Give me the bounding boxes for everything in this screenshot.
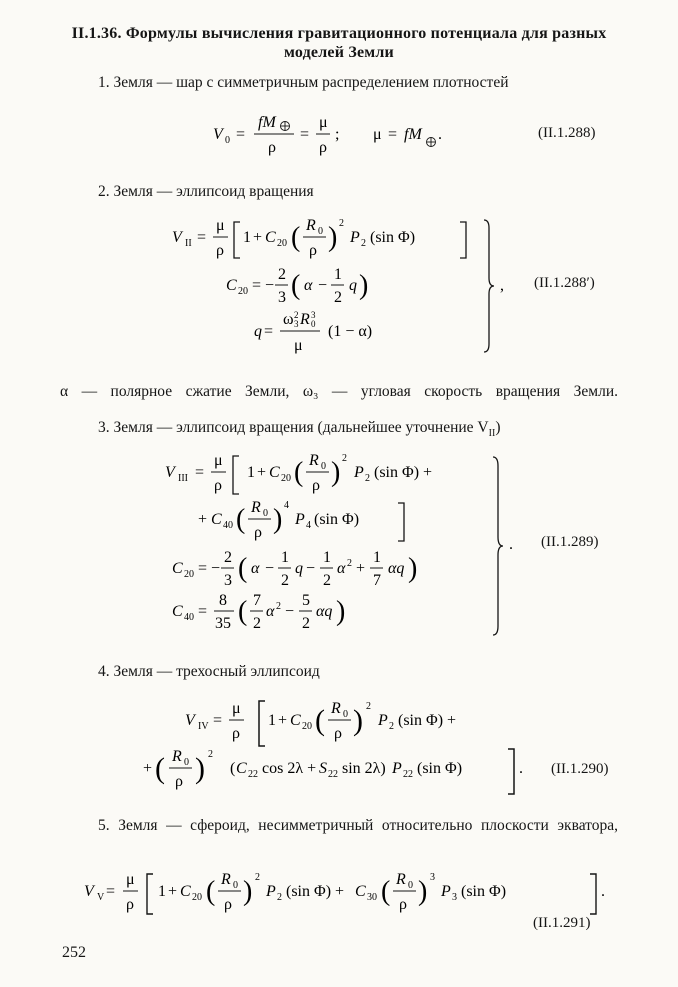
svg-text:): ) — [336, 596, 346, 627]
svg-text:C: C — [226, 277, 237, 294]
svg-text:2: 2 — [294, 310, 299, 320]
svg-text:fM: fM — [404, 126, 422, 143]
eq-number-288-prime: (II.1.288′) — [534, 275, 595, 291]
svg-text:= −: = − — [198, 560, 221, 577]
svg-text:2: 2 — [276, 601, 281, 612]
svg-text:R: R — [396, 871, 406, 888]
svg-text:0: 0 — [321, 461, 326, 472]
svg-text:0: 0 — [343, 709, 348, 720]
svg-text:3: 3 — [294, 319, 299, 329]
svg-text:R: R — [306, 217, 316, 234]
svg-text:V: V — [165, 464, 175, 481]
svg-text:P: P — [295, 511, 305, 528]
svg-text:): ) — [418, 876, 428, 907]
svg-text:20: 20 — [184, 569, 194, 580]
svg-text:40: 40 — [184, 612, 194, 623]
svg-text:+: + — [257, 464, 267, 481]
item-4-label: 4. Земля — трехосный эллипсоид — [98, 663, 320, 680]
svg-text:): ) — [273, 504, 283, 535]
svg-text:2: 2 — [253, 615, 261, 632]
svg-text:2: 2 — [255, 872, 260, 883]
svg-text:(: ( — [230, 760, 236, 777]
svg-text:(: ( — [315, 704, 325, 737]
svg-text:+: + — [143, 760, 153, 777]
alpha-note: α — полярное сжатие Земли, ω₃ — угловая скорость вращения Земли. — [60, 383, 618, 400]
svg-text:2: 2 — [323, 572, 331, 589]
svg-text:2: 2 — [339, 218, 344, 229]
formula-288-prime — [172, 217, 504, 354]
svg-text:ρ: ρ — [319, 139, 327, 156]
svg-text:C: C — [172, 603, 183, 620]
svg-text:3: 3 — [278, 289, 286, 306]
svg-text:7: 7 — [253, 592, 261, 609]
svg-text:P: P — [354, 464, 364, 481]
svg-text:fM: fM — [258, 114, 276, 131]
svg-text:=: = — [236, 126, 246, 143]
svg-text:(sin Φ): (sin Φ) — [461, 883, 507, 900]
svg-text:40: 40 — [223, 520, 233, 531]
svg-text:μ: μ — [319, 114, 328, 131]
svg-text:2: 2 — [366, 701, 371, 712]
svg-text:C: C — [172, 560, 183, 577]
eq-number-288: (II.1.288) — [538, 125, 596, 141]
svg-text:): ) — [195, 752, 205, 785]
svg-text:+: + — [356, 560, 366, 577]
svg-text:0: 0 — [263, 508, 268, 519]
svg-text:ρ: ρ — [399, 896, 407, 913]
svg-text:ρ: ρ — [175, 773, 183, 790]
svg-text:R: R — [172, 748, 182, 765]
svg-text:=: = — [106, 883, 116, 900]
svg-text:0: 0 — [225, 135, 230, 146]
formula-289 — [165, 452, 513, 635]
svg-text:20: 20 — [281, 473, 291, 484]
svg-text:): ) — [328, 222, 338, 253]
svg-text:22: 22 — [248, 769, 258, 780]
section-title: II.1.36. Формулы вычисления гравитационного потенциала для разных моделей Земли — [71, 25, 607, 61]
eq-number-290: (II.1.290) — [551, 761, 609, 777]
svg-text:35: 35 — [215, 615, 231, 632]
svg-text:1: 1 — [281, 549, 289, 566]
svg-text:P: P — [378, 712, 388, 729]
svg-text:1: 1 — [243, 229, 251, 246]
svg-text:μ: μ — [373, 126, 382, 143]
svg-text:5: 5 — [302, 592, 310, 609]
svg-text:1: 1 — [323, 549, 331, 566]
svg-text:30: 30 — [367, 892, 377, 903]
svg-text:(: ( — [206, 876, 216, 907]
svg-text:(: ( — [155, 752, 165, 785]
svg-text:sin 2λ): sin 2λ) — [342, 760, 386, 777]
svg-text:(1 − α): (1 − α) — [328, 323, 373, 340]
svg-text:2: 2 — [281, 572, 289, 589]
svg-text:(: ( — [291, 222, 301, 253]
svg-text:22: 22 — [328, 769, 338, 780]
svg-text:(: ( — [291, 270, 301, 301]
svg-text:): ) — [353, 704, 363, 737]
svg-text:2: 2 — [347, 558, 352, 569]
svg-text:P: P — [392, 760, 402, 777]
svg-text:20: 20 — [277, 238, 287, 249]
svg-text:C: C — [269, 464, 280, 481]
svg-text:8: 8 — [219, 592, 227, 609]
svg-text:20: 20 — [302, 721, 312, 732]
svg-text:α: α — [251, 560, 260, 577]
svg-text:α: α — [304, 277, 313, 294]
svg-text:.: . — [601, 883, 605, 900]
svg-text:−: − — [306, 560, 316, 577]
svg-text:C: C — [355, 883, 366, 900]
svg-text:1: 1 — [373, 549, 381, 566]
svg-text:(: ( — [238, 553, 248, 584]
svg-text:ρ: ρ — [126, 896, 134, 913]
svg-text:C: C — [236, 760, 247, 777]
item-3-end: ) — [495, 419, 501, 436]
svg-text:=: = — [264, 323, 274, 340]
svg-text:R: R — [221, 871, 231, 888]
svg-text:R: R — [300, 311, 310, 328]
svg-text:4: 4 — [284, 500, 289, 511]
svg-text:V: V — [84, 883, 94, 900]
svg-text:): ) — [359, 270, 369, 301]
svg-text:R: R — [331, 700, 341, 717]
svg-text:μ: μ — [214, 452, 223, 469]
svg-text:C: C — [290, 712, 301, 729]
svg-text:0: 0 — [408, 880, 413, 891]
svg-text:(sin Φ) +: (sin Φ) + — [286, 883, 345, 900]
svg-text:1: 1 — [158, 883, 166, 900]
svg-text:ρ: ρ — [214, 477, 222, 494]
svg-text:R: R — [309, 452, 319, 469]
svg-text:ρ: ρ — [334, 725, 342, 742]
svg-text:(: ( — [238, 596, 248, 627]
svg-text:2: 2 — [302, 615, 310, 632]
svg-text:3: 3 — [311, 310, 316, 320]
svg-text:= −: = − — [252, 277, 275, 294]
svg-text:P: P — [266, 883, 276, 900]
svg-text:(: ( — [294, 457, 304, 488]
svg-text:(: ( — [236, 504, 246, 535]
svg-text:(sin Φ) +: (sin Φ) + — [398, 712, 457, 729]
svg-text:α: α — [266, 603, 275, 620]
item-1-label: 1. Земля — шар с симметричным распределением плотностей — [98, 74, 509, 91]
svg-text:ρ: ρ — [309, 242, 317, 259]
svg-text:C: C — [265, 229, 276, 246]
page-number: 252 — [62, 944, 86, 961]
svg-text:V: V — [185, 712, 195, 729]
item-2-label: 2. Земля — эллипсоид вращения — [98, 183, 314, 200]
item-3-sub: II — [488, 428, 496, 440]
svg-text:R: R — [251, 499, 261, 516]
svg-text:1: 1 — [334, 266, 342, 283]
svg-text:2: 2 — [365, 473, 370, 484]
svg-text:ω: ω — [283, 311, 294, 328]
eq-number-289: (II.1.289) — [541, 534, 599, 550]
svg-text:ρ: ρ — [312, 477, 320, 494]
svg-text:C: C — [211, 511, 222, 528]
svg-text:ρ: ρ — [216, 242, 224, 259]
svg-text:,: , — [500, 277, 504, 294]
svg-text:V: V — [213, 126, 223, 143]
svg-text:0: 0 — [318, 226, 323, 237]
svg-text:2: 2 — [361, 238, 366, 249]
svg-text:2: 2 — [342, 453, 347, 464]
svg-text:2: 2 — [224, 549, 232, 566]
formula-290 — [143, 700, 523, 794]
svg-text:=: = — [195, 464, 205, 481]
svg-text:μ: μ — [126, 871, 135, 888]
svg-text:S: S — [319, 760, 327, 777]
svg-text:α: α — [337, 560, 346, 577]
svg-text:2: 2 — [334, 289, 342, 306]
svg-text:0: 0 — [184, 757, 189, 768]
svg-text:ρ: ρ — [224, 896, 232, 913]
svg-text:=: = — [300, 126, 310, 143]
svg-text:−: − — [285, 603, 295, 620]
svg-text:1: 1 — [247, 464, 255, 481]
svg-text:): ) — [243, 876, 253, 907]
formula-288 — [213, 114, 442, 156]
item-5-label: 5. Земля — сфероид, несимметричный относительно плоскости экватора, — [98, 817, 618, 834]
svg-text:q: q — [254, 323, 262, 340]
svg-text:4: 4 — [306, 520, 311, 531]
svg-text:.: . — [438, 126, 442, 143]
svg-text:−: − — [318, 277, 328, 294]
svg-text:P: P — [350, 229, 360, 246]
svg-text:+: + — [253, 229, 263, 246]
svg-text:3: 3 — [224, 572, 232, 589]
svg-text:ρ: ρ — [232, 725, 240, 742]
svg-text:ρ: ρ — [268, 139, 276, 156]
svg-text:2: 2 — [208, 749, 213, 760]
svg-text:−: − — [265, 560, 275, 577]
svg-text:q: q — [295, 560, 303, 577]
svg-text:+: + — [278, 712, 288, 729]
svg-text:.: . — [519, 760, 523, 777]
svg-text:(: ( — [381, 876, 391, 907]
svg-text:+: + — [198, 511, 208, 528]
svg-text:1: 1 — [268, 712, 276, 729]
svg-text:IV: IV — [198, 721, 209, 732]
svg-text:(sin Φ): (sin Φ) — [370, 229, 416, 246]
svg-text:2: 2 — [277, 892, 282, 903]
svg-text:;: ; — [335, 126, 340, 143]
svg-text:20: 20 — [238, 286, 248, 297]
svg-text:αq: αq — [388, 560, 405, 577]
svg-text:0: 0 — [233, 880, 238, 891]
svg-text:(sin Φ): (sin Φ) — [314, 511, 360, 528]
svg-text:20: 20 — [192, 892, 202, 903]
svg-text:ρ: ρ — [254, 524, 262, 541]
svg-text:III: III — [178, 473, 188, 484]
svg-text:μ: μ — [232, 700, 241, 717]
svg-text:2: 2 — [278, 266, 286, 283]
svg-text:V: V — [97, 892, 105, 903]
svg-text:μ: μ — [294, 337, 303, 354]
svg-text:=: = — [388, 126, 398, 143]
svg-text:0: 0 — [311, 319, 316, 329]
svg-text:+: + — [168, 883, 178, 900]
svg-text:=: = — [197, 229, 207, 246]
svg-text:=: = — [198, 603, 208, 620]
svg-text:(sin Φ): (sin Φ) — [417, 760, 463, 777]
eq-number-291: (II.1.291) — [533, 915, 591, 931]
svg-text:V: V — [172, 229, 182, 246]
svg-text:=: = — [213, 712, 223, 729]
item-3-text: 3. Земля — эллипсоид вращения (дальнейшее уточнение V — [98, 419, 489, 436]
svg-text:2: 2 — [389, 721, 394, 732]
svg-text:P: P — [441, 883, 451, 900]
svg-text:3: 3 — [452, 892, 457, 903]
svg-text:C: C — [180, 883, 191, 900]
svg-text:22: 22 — [403, 769, 413, 780]
formula-291 — [84, 871, 605, 914]
svg-text:.: . — [509, 536, 513, 553]
svg-text:7: 7 — [373, 572, 381, 589]
svg-text:II: II — [185, 238, 192, 249]
svg-text:3: 3 — [430, 872, 435, 883]
svg-text:(sin Φ) +: (sin Φ) + — [374, 464, 433, 481]
svg-text:μ: μ — [216, 217, 225, 234]
svg-text:): ) — [408, 553, 418, 584]
svg-text:q: q — [349, 277, 357, 294]
svg-text:αq: αq — [316, 603, 333, 620]
svg-text:): ) — [331, 457, 341, 488]
svg-text:cos 2λ +: cos 2λ + — [262, 760, 317, 777]
